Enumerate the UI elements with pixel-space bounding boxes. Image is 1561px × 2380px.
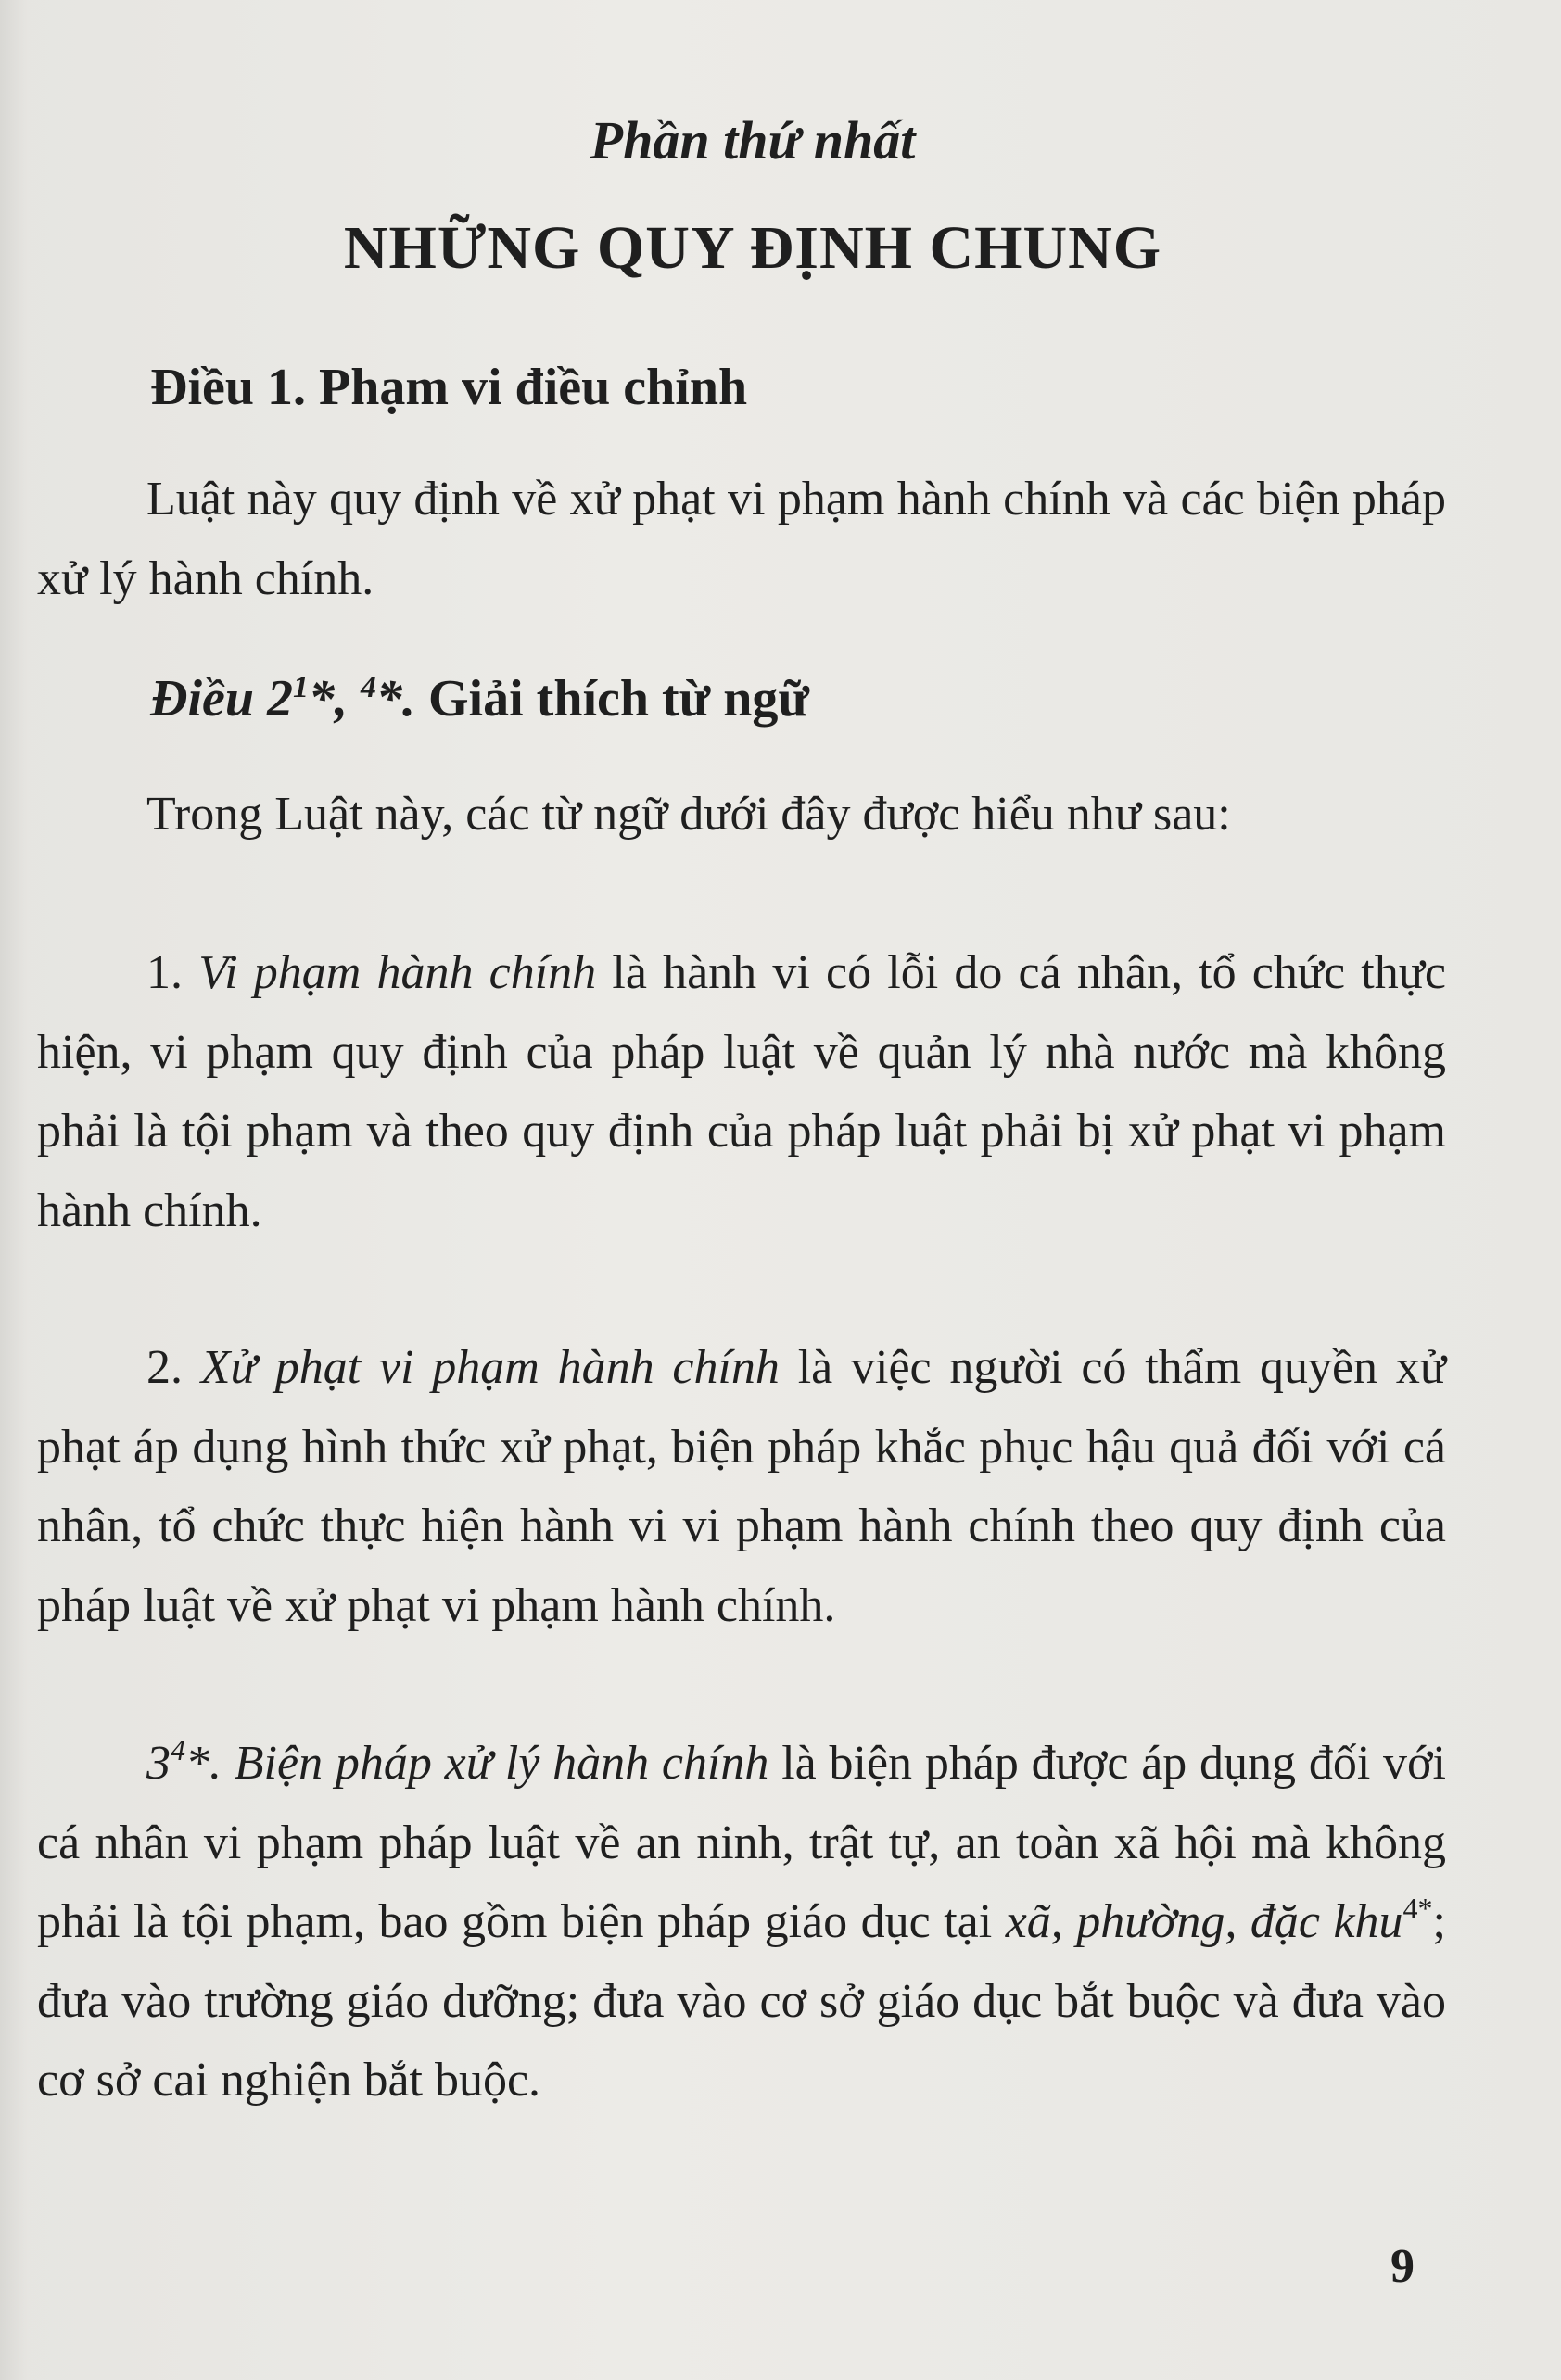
article-2-item-2 (37, 1328, 1446, 1645)
item-1-term: Vi phạm hành chính (198, 946, 597, 999)
page-number: 9 (1390, 2240, 1415, 2293)
article-1-text: Luật này quy định về xử phạt vi phạm hành chính và các biện pháp xử lý hành chính. (37, 473, 1446, 605)
item-3-footnote-ref: 4 (171, 1733, 185, 1766)
item-3-footnote-star: *. (185, 1737, 235, 1790)
item-3-text-a: là biện pháp được áp dụng đối với cá nhân vi phạm pháp luật về an ninh, trật tự, an toàn xã hội mà không phải là tội phạm, bao gồm biện pháp giáo dục tại (37, 1737, 1446, 1948)
article-2-item-3 (37, 1724, 1446, 2120)
article-1-heading: Điều 1. Phạm vi điều chỉnh (150, 359, 748, 416)
article-2-number-text: Điều 2 (150, 670, 293, 728)
item-2-number: 2. (146, 1341, 201, 1394)
article-2-title: Giải thích từ ngữ (415, 670, 810, 728)
item-1-number: 1. (146, 946, 199, 999)
article-2-item-1 (37, 933, 1446, 1250)
page-gutter-shadow (0, 0, 28, 2380)
item-2-term: Xử phạt vi phạm hành chính (200, 1341, 780, 1394)
item-3-text-b: ; đưa vào trường giáo dưỡng; đưa vào cơ sở giáo dục bắt buộc và đưa vào cơ sở cai nghiện bắt buộc. (37, 1895, 1446, 2107)
item-3-number (146, 1733, 235, 1790)
footnote-star-1: *, (309, 670, 361, 728)
footnote-ref-4: 4 (361, 670, 376, 704)
footnote-star-4: *. (376, 670, 415, 728)
footnote-ref-1: 1 (293, 670, 309, 704)
item-1-text: là hành vi có lỗi do cá nhân, tổ chức thực hiện, vi phạm quy định của pháp luật về quản lý nhà nước mà không phải là tội phạm và theo quy định của pháp luật phải bị xử phạt vi phạm hành chính. (37, 946, 1446, 1237)
item-3-term: Biện pháp xử lý hành chính (234, 1737, 769, 1790)
article-2-intro: Trong Luật này, các từ ngữ dưới đây được hiểu như sau: (146, 788, 1231, 841)
item-2-text: là việc người có thẩm quyền xử phạt áp dụng hình thức xử phạt, biện pháp khắc phục hậu quả đối với cá nhân, tổ chức thực hiện hành vi vi phạm hành chính theo quy định của pháp luật về xử phạt vi phạm hành chính. (37, 1341, 1447, 1632)
article-2-heading (150, 669, 809, 728)
chapter-title: NHỮNG QUY ĐỊNH CHUNG (343, 214, 1162, 282)
item-3-term-2: xã, phường, đặc khu (1005, 1895, 1403, 1948)
article-2-number (150, 670, 415, 728)
item-3-number-text: 3 (146, 1737, 171, 1790)
part-title: Phần thứ nhất (590, 110, 916, 171)
item-3-term-2-footnote-ref: 4* (1402, 1892, 1433, 1925)
